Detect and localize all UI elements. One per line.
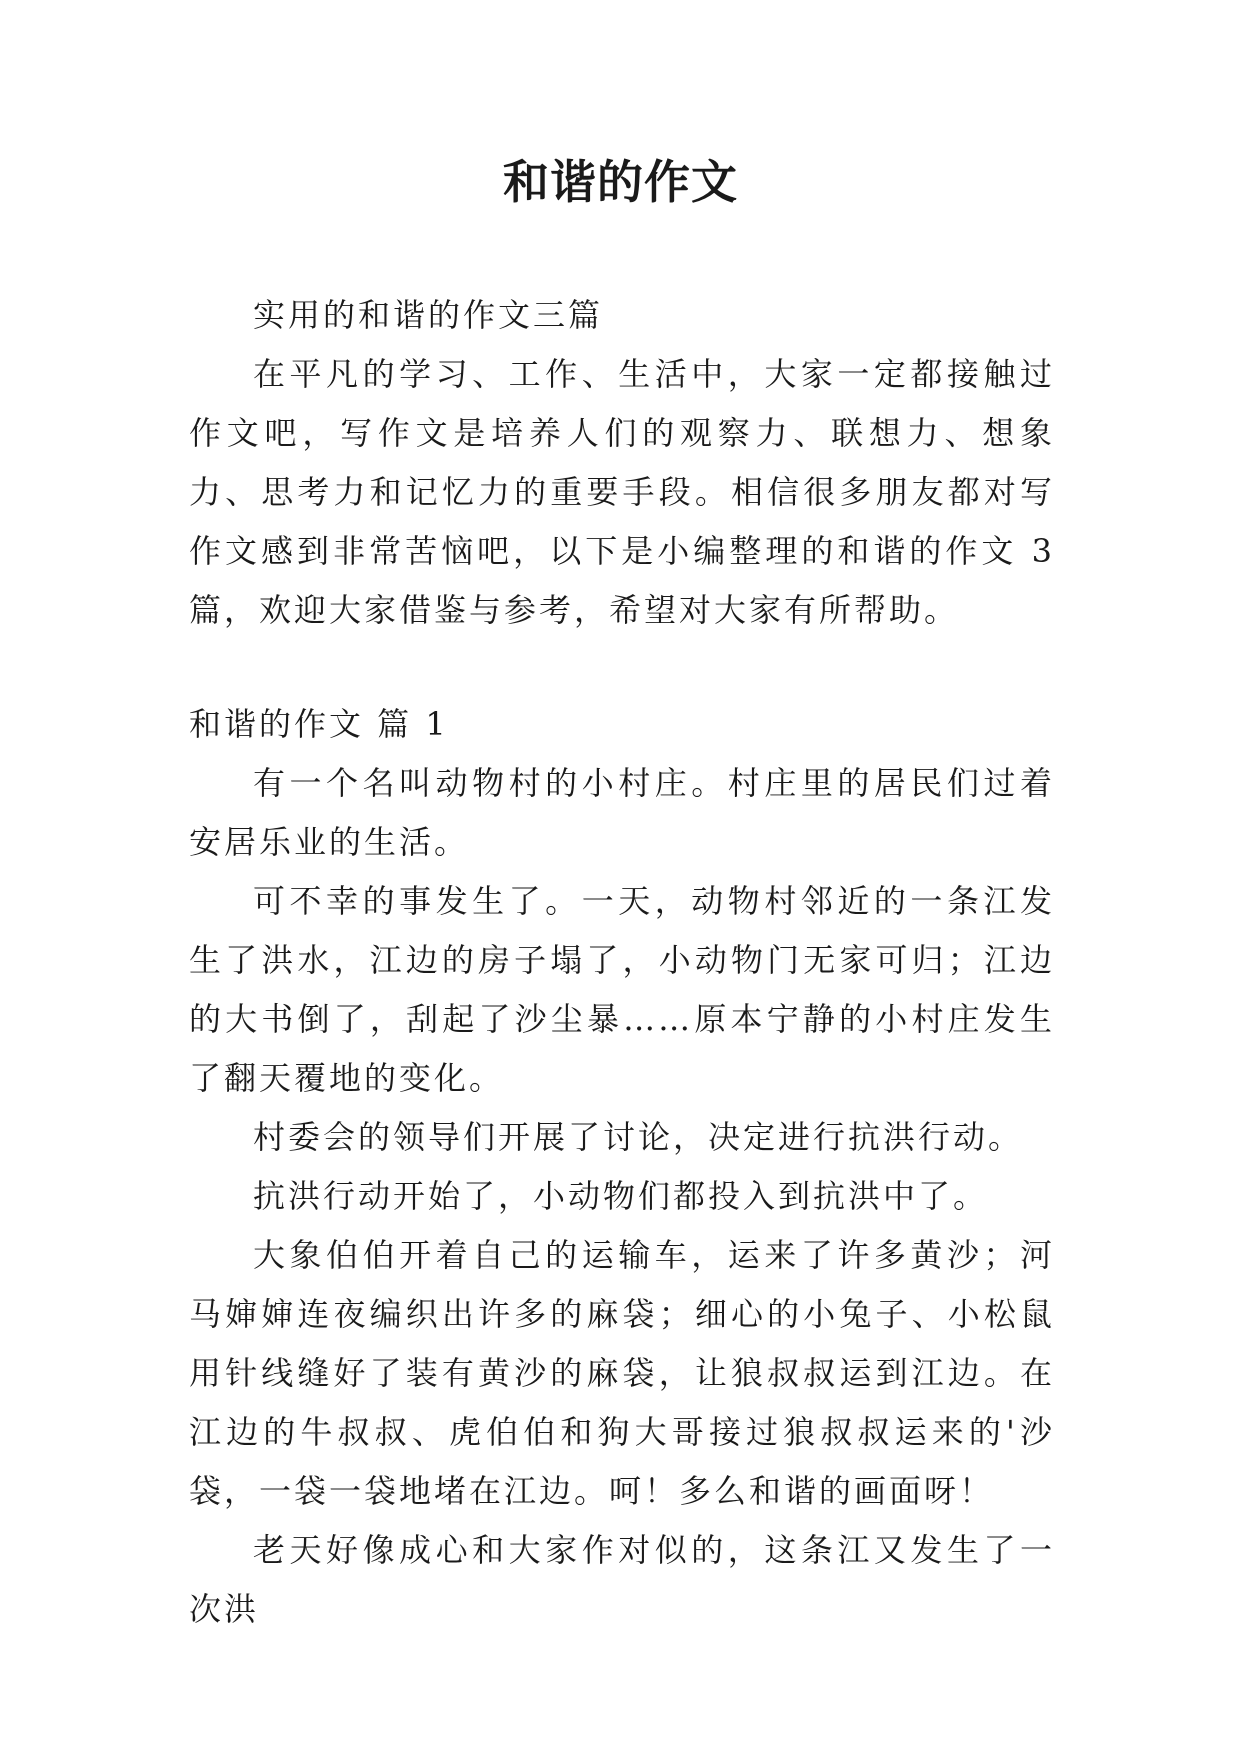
document-title: 和谐的作文 xyxy=(503,155,738,209)
document-body xyxy=(189,286,1055,1639)
subtitle-paragraph: 实用的和谐的作文三篇 xyxy=(253,296,604,334)
body-paragraph: 可不幸的事发生了。一天，动物村邻近的一条江发生了洪水，江边的房子塌了，小动物门无家可归；江边的大书倒了，刮起了沙尘暴……原本宁静的小村庄发生了翻天覆地的变化。 xyxy=(189,882,1055,1097)
body-paragraph: 抗洪行动开始了，小动物们都投入到抗洪中了。 xyxy=(253,1177,989,1215)
body-paragraph: 大象伯伯开着自己的运输车，运来了许多黄沙；河马婶婶连夜编织出许多的麻袋；细心的小兔子、小松鼠用针线缝好了装有黄沙的麻袋，让狼叔叔运到江边。在江边的牛叔叔、虎伯伯和狗大哥接过狼叔叔运来的'沙袋，一袋一袋地堵在江边。呵！多么和谐的画面呀！ xyxy=(189,1236,1055,1510)
section-heading: 和谐的作文 篇 1 xyxy=(189,705,449,743)
intro-paragraph: 在平凡的学习、工作、生活中，大家一定都接触过作文吧，写作文是培养人们的观察力、联想力、想象力、思考力和记忆力的重要手段。相信很多朋友都对写作文感到非常苦恼吧，以下是小编整理的和谐的作文 3 篇，欢迎大家借鉴与参考，希望对大家有所帮助。 xyxy=(189,355,1055,629)
body-paragraph: 老天好像成心和大家作对似的，这条江又发生了一次洪 xyxy=(189,1531,1055,1628)
body-paragraph: 有一个名叫动物村的小村庄。村庄里的居民们过着安居乐业的生活。 xyxy=(189,764,1055,861)
body-paragraph: 村委会的领导们开展了讨论，决定进行抗洪行动。 xyxy=(253,1118,1024,1156)
